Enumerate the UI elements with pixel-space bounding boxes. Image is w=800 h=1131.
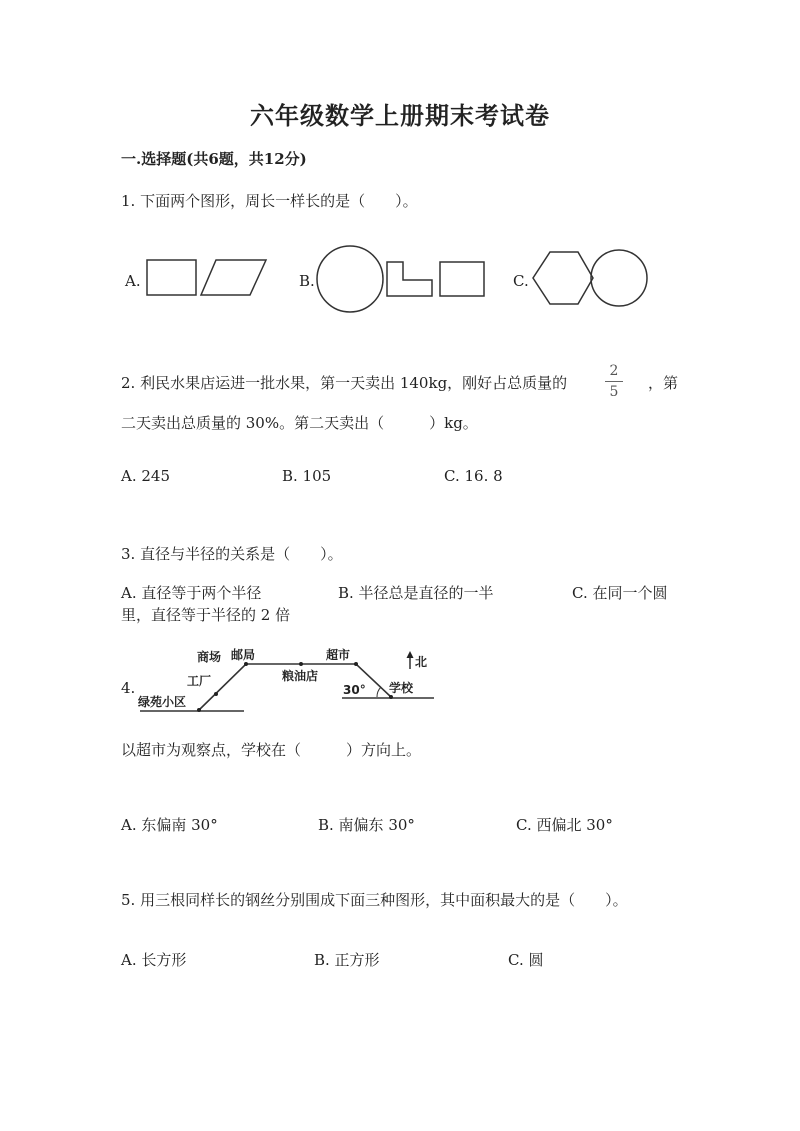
question-2-line-1: 2. 利民水果店运进一批水果，第一天卖出 140kg，刚好占总质量的 — [121, 374, 568, 392]
label-angle: 30° — [343, 683, 366, 697]
question-1-option-c-label: C. — [513, 272, 529, 290]
question-5-option-c: C. 圆 — [508, 951, 544, 969]
question-1-option-b-label: B. — [299, 272, 315, 290]
label-supermarket: 超市 — [326, 648, 351, 662]
question-3-option-c: C. 在同一个圆 — [572, 584, 668, 602]
question-3-option-c-continued: 里，直径等于半径的 2 倍 — [121, 606, 291, 624]
question-5-text: 5. 用三根同样长的钢丝分别围成下面三种图形，其中面积最大的是（ ）。 — [121, 891, 628, 909]
section-heading: 一.选择题(共6题，共12分) — [121, 150, 307, 168]
question-4-text: 以超市为观察点，学校在（ ）方向上。 — [121, 741, 422, 759]
question-2-option-b: B. 105 — [282, 467, 332, 485]
question-3-text: 3. 直径与半径的关系是（ ）。 — [121, 545, 343, 563]
question-4-number: 4. — [121, 679, 136, 697]
question-3-option-b: B. 半径总是直径的一半 — [338, 584, 494, 602]
north-arrow-icon — [407, 651, 414, 658]
question-1-option-a-label: A. — [125, 272, 141, 290]
label-factory: 工厂 — [187, 674, 212, 688]
question-4-option-a: A. 东偏南 30° — [121, 816, 218, 834]
label-school: 学校 — [389, 681, 414, 695]
label-grain-store: 粮油店 — [282, 669, 319, 683]
fraction-numerator: 2 — [609, 363, 619, 379]
question-3-option-a: A. 直径等于两个半径 — [121, 584, 262, 602]
page-title: 六年级数学上册期末考试卷 — [250, 101, 550, 130]
point-supermarket — [354, 662, 358, 666]
question-2-option-c: C. 16. 8 — [444, 467, 503, 485]
label-post-office: 邮局 — [231, 648, 256, 662]
fraction-denominator: 5 — [609, 384, 619, 400]
question-2-line-1-end: ，第 — [648, 374, 679, 392]
question-2-option-a: A. 245 — [121, 467, 170, 485]
label-shop: 商场 — [197, 650, 222, 664]
point-post-office — [244, 662, 248, 666]
question-5-option-a: A. 长方形 — [121, 951, 187, 969]
question-2-line-2: 二天卖出总质量的 30%。第二天卖出（ ）kg。 — [121, 414, 478, 432]
question-1-text: 1. 下面两个图形，周长一样长的是（ ）。 — [121, 192, 418, 210]
point-residential — [197, 708, 201, 712]
point-factory — [214, 692, 218, 696]
angle-arc — [377, 687, 381, 697]
label-north: 北 — [415, 655, 428, 669]
point-grain-store — [299, 662, 303, 666]
point-school — [389, 695, 393, 699]
question-4-option-c: C. 西偏北 30° — [516, 816, 613, 834]
question-4-option-b: B. 南偏东 30° — [318, 816, 415, 834]
label-residential: 绿苑小区 — [138, 695, 187, 709]
question-5-option-b: B. 正方形 — [314, 951, 380, 969]
